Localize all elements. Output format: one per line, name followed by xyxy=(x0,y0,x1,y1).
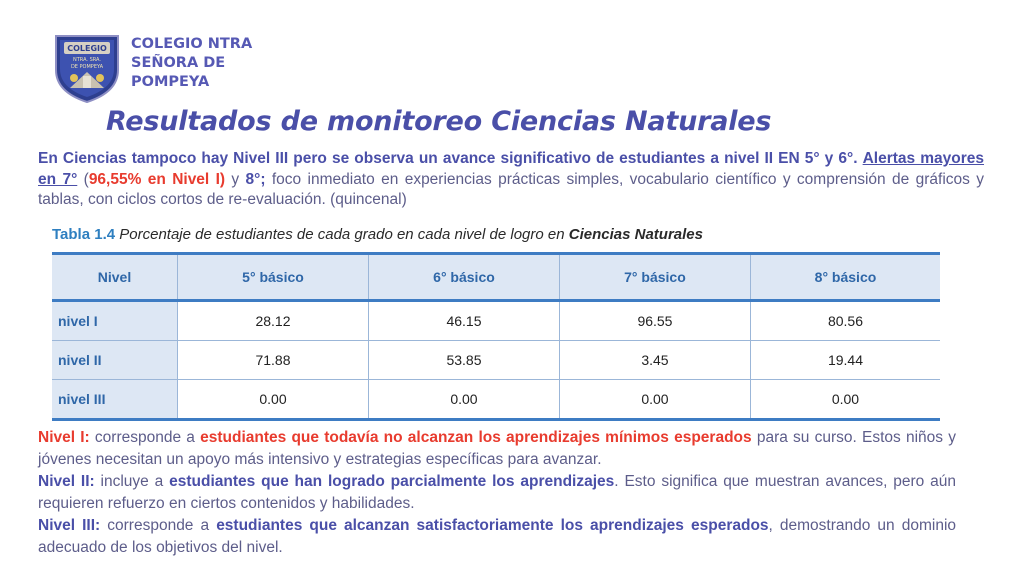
alert-label: Alertas mayores en 7° xyxy=(38,150,985,188)
legend-emphasis: estudiantes que alcanzan satisfactoriamente los aprendizajes esperados xyxy=(216,517,769,534)
logo-text-line2: NTRA. SRA. xyxy=(73,57,101,63)
school-name-line: SEÑORA DE xyxy=(131,55,226,71)
row-label: nivel II xyxy=(52,341,178,380)
table-row xyxy=(52,301,940,341)
table-cell: 0.00 xyxy=(559,380,750,420)
school-name-line: COLEGIO NTRA xyxy=(131,36,253,52)
intro-lead: En Ciencias tampoco hay Nivel III pero se observa un avance significativo de estudiantes a nivel II EN 5° y 6°. xyxy=(38,150,858,167)
row-label: nivel III xyxy=(52,380,178,420)
legend-text: para su curso. Estos niños y jóvenes necesitan un apoyo más intensivo y estrategias específicas para avanzar. xyxy=(38,429,956,468)
logo-text-line1: COLEGIO xyxy=(67,44,107,53)
table-caption-text: Porcentaje de estudiantes de cada grado en cada nivel de logro en xyxy=(115,226,569,243)
table-row xyxy=(52,341,940,380)
logo-text-line3: DE POMPEYA xyxy=(70,64,104,70)
legend-label: Nivel I: xyxy=(38,429,90,446)
table-row xyxy=(52,380,940,420)
table-cell: 46.15 xyxy=(368,301,559,341)
legend-nivel-3 xyxy=(38,515,956,559)
legend-nivel-1 xyxy=(38,427,956,471)
legend-text: . Esto significa que muestran avances, pero aún requieren refuerzo en ciertos contenidos y habilidades. xyxy=(38,473,957,512)
table-cell: 28.12 xyxy=(178,301,369,341)
intro-paragraph xyxy=(38,149,984,211)
alert-conjunction: y xyxy=(225,170,246,188)
row-label: nivel I xyxy=(52,301,178,341)
alert-open-paren: ( xyxy=(77,170,89,188)
header-7-basico: 7° básico xyxy=(559,254,750,301)
table-cell: 53.85 xyxy=(368,341,559,380)
table-cell: 96.55 xyxy=(559,301,750,341)
table-cell: 71.88 xyxy=(178,341,369,380)
table-cell: 3.45 xyxy=(559,341,750,380)
table-header-row xyxy=(52,254,940,301)
legend-text: corresponde a xyxy=(89,429,201,446)
header-nivel: Nivel xyxy=(52,254,178,301)
school-name xyxy=(131,35,252,92)
school-name-line: POMPEYA xyxy=(131,74,210,90)
legend-text: corresponde a xyxy=(100,517,217,534)
school-crest-logo xyxy=(50,30,124,104)
table-cell: 19.44 xyxy=(750,341,940,380)
legend-label: Nivel II: xyxy=(38,473,95,490)
legend-text: , demostrando un dominio adecuado de los objetivos del nivel. xyxy=(38,517,957,556)
header-8-basico: 8° básico xyxy=(750,254,940,301)
table-cell: 0.00 xyxy=(750,380,940,420)
results-table xyxy=(52,252,940,421)
legend-nivel-2 xyxy=(38,471,956,515)
alert-grade-8: 8°; xyxy=(245,170,266,188)
page-title: Resultados de monitoreo Ciencias Naturales xyxy=(106,106,772,137)
level-legend xyxy=(38,427,956,559)
table-caption xyxy=(52,226,703,243)
table-cell: 80.56 xyxy=(750,301,940,341)
legend-label: Nivel III: xyxy=(38,517,101,534)
table-caption-subject: Ciencias Naturales xyxy=(568,226,703,243)
header-6-basico: 6° básico xyxy=(368,254,559,301)
table-caption-label: Tabla 1.4 xyxy=(52,226,116,243)
table-cell: 0.00 xyxy=(368,380,559,420)
alert-value: 96,55% en Nivel I) xyxy=(88,170,226,188)
table-cell: 0.00 xyxy=(178,380,369,420)
legend-emphasis: estudiantes que han logrado parcialmente los aprendizajes xyxy=(169,473,615,490)
header-5-basico: 5° básico xyxy=(178,254,369,301)
intro-rest: foco inmediato en experiencias prácticas simples, vocabulario científico y comprensión de gráficos y tablas, con ciclos cortos de re-evaluación. (quincenal) xyxy=(38,170,985,208)
legend-emphasis: estudiantes que todavía no alcanzan los aprendizajes mínimos esperados xyxy=(200,429,752,446)
legend-text: incluye a xyxy=(94,473,170,490)
